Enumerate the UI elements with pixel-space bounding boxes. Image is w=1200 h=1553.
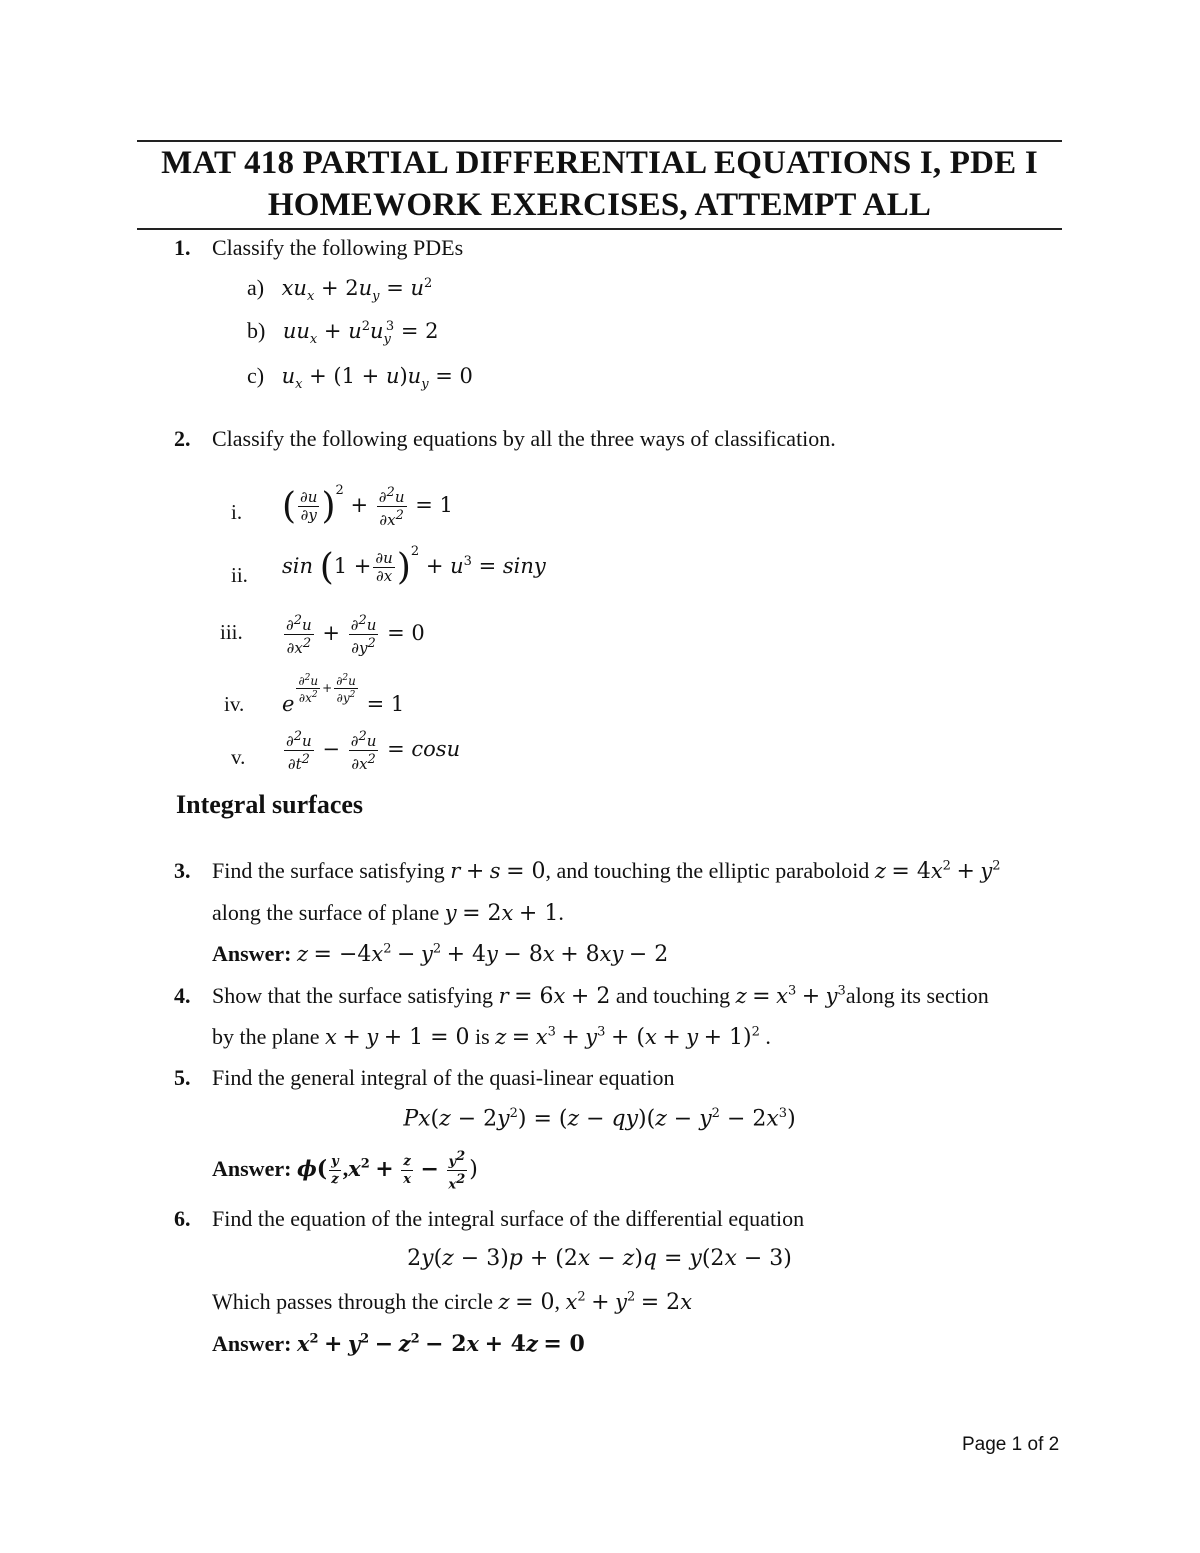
q2-item-ii-eq: sin (1 + $\frac{\partial u}{\partial x}$ )$^2 + u^3 = \sin y$ xyxy=(282,544,546,588)
q2-number: 2. xyxy=(174,426,191,451)
q1-text: Classify the following PDEs xyxy=(212,235,464,260)
q4-text-1: Show that the surface satisfying xyxy=(212,983,499,1008)
q4-number: 4. xyxy=(174,983,191,1008)
q1-item-c xyxy=(247,363,473,392)
q3-text-1: Find the surface satisfying xyxy=(212,858,451,883)
q6-answer: Answer: $x^2 + y^2 - z^2 - 2x + 4z = 0$ xyxy=(212,1331,585,1357)
q3-number: 3. xyxy=(174,858,191,883)
section-heading: Integral surfaces xyxy=(176,790,364,819)
q4-text-3: along its section xyxy=(845,983,989,1008)
q6-equation: 2y(z − 3)p + (2x − z)q = y(2x − 3) xyxy=(407,1246,792,1271)
page-title-line1: MAT 418 PARTIAL DIFFERENTIAL EQUATIONS I, PDE I xyxy=(161,145,1038,181)
q4-text-4: by the plane xyxy=(212,1024,326,1049)
q6-circle-text: Which passes through the circle xyxy=(212,1289,499,1314)
q1-item-c-eq: $u_x + (1 + u)u_y = 0$ xyxy=(281,364,473,393)
top-rule xyxy=(137,140,1062,142)
q3-line2: along the surface of plane y = 2x + 1. xyxy=(212,900,564,926)
q2-item-v-eq: $\frac{\partial^2u}{\partial t^2}$ − $\frac{\partial^2u}{\partial x^2}$ = cosu xyxy=(286,729,461,773)
q3-answer-label: Answer: xyxy=(212,941,292,966)
q2-item-iii-label: iii. xyxy=(220,620,243,644)
q3-answer: Answer: $z = -4x^2 - y^2 + 4y - 8x + 8xy - 2$ xyxy=(212,941,669,967)
q6-number: 6. xyxy=(174,1206,191,1231)
q6-answer-label: Answer: xyxy=(212,1331,292,1356)
q1-item-b-label: b) xyxy=(247,318,266,343)
q5-text: Find the general integral of the quasi-linear equation xyxy=(212,1065,675,1090)
q2-item-v-label: v. xyxy=(231,745,246,769)
q1-item-b xyxy=(247,318,439,347)
q2-item-ii-label: ii. xyxy=(231,563,248,587)
q2-item-i-eq: ( $\frac{\partial u}{\partial y}$ )$^2$ + $\frac{\partial^2u}{\partial x^2}$ = 1 xyxy=(282,483,453,529)
q3-text-2: , and touching the elliptic paraboloid xyxy=(545,858,875,883)
q2-item-iii-eq: $\frac{\partial^2u}{\partial x^2}$ + $\frac{\partial^2u}{\partial y^2}$ = 0 xyxy=(286,613,425,657)
q1-number: 1. xyxy=(174,235,191,260)
q1-item-a xyxy=(247,275,432,304)
q1-item-a-label: a) xyxy=(247,275,265,300)
q4-line1: Show that the surface satisfying r = 6x + 2 and touching $z = x^3$ + $y^3along$ its section xyxy=(212,983,989,1009)
q2-text: Classify the following equations by all the three ways of classification. xyxy=(212,426,836,451)
q4-text-2: and touching xyxy=(610,983,736,1008)
q1-item-b-eq: $uu_x + u^2u_y^3 = 2$ xyxy=(282,319,439,348)
q5-answer-label: Answer: xyxy=(212,1155,292,1181)
q4-line2: by the plane x + y + 1 = 0 is $z = x^3 + y^3 + (x + y + 1)^2$ . xyxy=(212,1024,771,1050)
bottom-rule xyxy=(137,228,1062,230)
q6-text: Find the equation of the integral surface of the differential equation xyxy=(212,1206,805,1231)
q5-answer: Answer: ϕ( $\frac{y}{z}$ $,x^2$ + $\frac{z}{x}$ − $\frac{y^2}{x^2}$ ) xyxy=(212,1149,478,1193)
q3-text-3: along the surface of plane xyxy=(212,900,445,925)
q1-item-a-eq: $xu_x + 2u_y = u^2$ xyxy=(281,276,433,305)
q6-circle-line: Which passes through the circle z = 0, $x^2 + y^2 = 2x$ xyxy=(212,1289,693,1315)
page-number: Page 1 of 2 xyxy=(962,1434,1060,1455)
page-title-line2: HOMEWORK EXERCISES, ATTEMPT ALL xyxy=(267,187,932,223)
q2-item-i-label: i. xyxy=(231,500,243,524)
q2-item-iv-eq: e $\frac{\partial^2u}{\partial x^2}$ + $\frac{\partial^2u}{\partial y^2}$ = 1 xyxy=(282,673,405,716)
q4-text-5: is xyxy=(469,1024,496,1049)
q5-equation: $Px(z - 2y^2) = (z - qy)(z - y^2 - 2x^3)$ xyxy=(403,1106,796,1132)
q1-item-c-label: c) xyxy=(247,363,265,388)
q3-line1: Find the surface satisfying r + s = 0, and touching the elliptic paraboloid $z = 4x^2 + y^2$ xyxy=(212,858,1001,884)
q5-number: 5. xyxy=(174,1065,191,1090)
q2-item-iv-label: iv. xyxy=(224,692,245,716)
